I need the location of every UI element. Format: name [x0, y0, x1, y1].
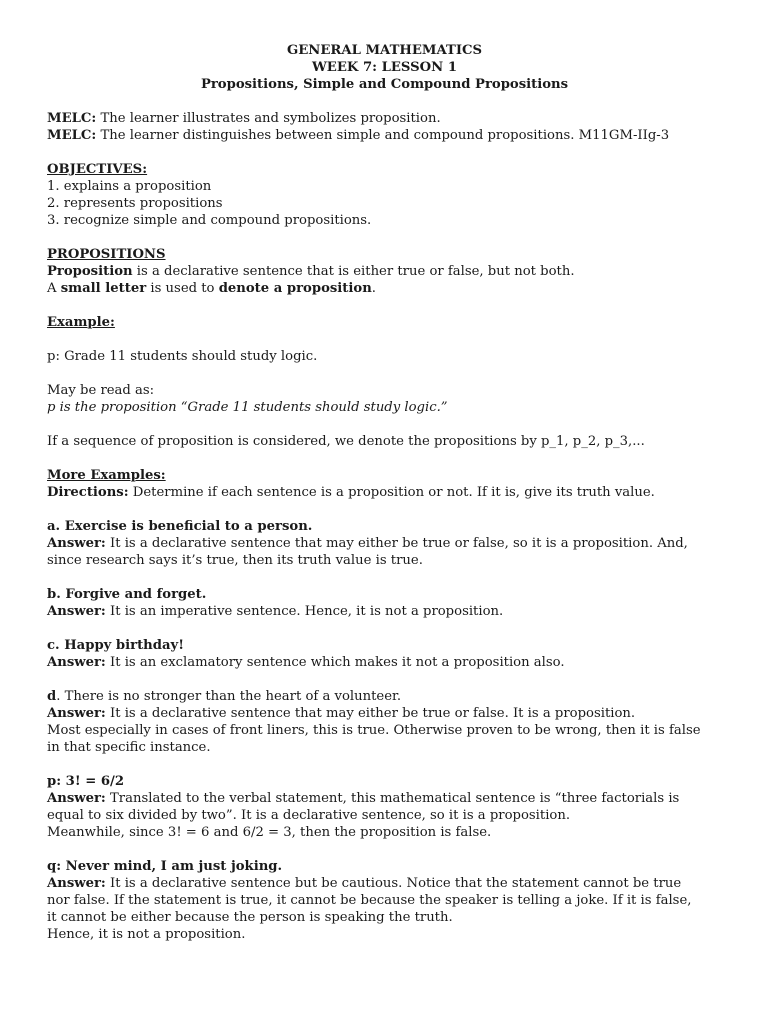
answer-p	[47, 790, 722, 807]
answer-text: It is an imperative sentence. Hence, it is not a proposition.	[105, 604, 504, 619]
answer-label: Answer:	[47, 791, 106, 806]
answer-q-cont: it cannot be either because the person is speaking the truth.	[47, 910, 453, 925]
answer-label: Answer:	[47, 536, 106, 551]
question-c	[47, 637, 722, 654]
directions	[47, 484, 722, 501]
answer-label: Answer:	[47, 604, 106, 619]
propositions-heading: PROPOSITIONS	[47, 247, 166, 262]
question-text: . There is no stronger than the heart of a volunteer.	[56, 689, 402, 704]
objective-item: 3. recognize simple and compound propositions.	[47, 213, 372, 228]
doc-subtitle: Propositions, Simple and Compound Propositions	[200, 77, 569, 92]
example-read-italic	[47, 399, 722, 416]
melc-text: The learner distinguishes between simple and compound propositions. M11GM-IIg-3	[96, 128, 670, 143]
answer-label: Answer:	[47, 655, 106, 670]
notation-bold: small letter	[60, 281, 147, 296]
answer-label: Answer:	[47, 876, 106, 891]
answer-label: Answer:	[47, 706, 106, 721]
answer-b	[47, 603, 722, 620]
example-heading: Example:	[47, 315, 115, 330]
italic-text: p is the proposition “Grade 11 students should study logic.”	[47, 400, 448, 415]
answer-text: It is a declarative sentence that may either be true or false, so it is a proposition. And,	[105, 536, 688, 551]
question-p	[47, 773, 722, 790]
question-d	[47, 688, 722, 705]
objectives-heading: OBJECTIVES:	[47, 162, 148, 177]
answer-q-cont: Hence, it is not a proposition.	[47, 927, 246, 942]
melc-1	[47, 110, 722, 127]
notation-bold: denote a proposition	[218, 281, 372, 296]
answer-text: It is a declarative sentence that may either be true or false. It is a proposition.	[105, 706, 636, 721]
question-a	[47, 518, 722, 535]
answer-a-cont: since research says it’s true, then its truth value is true.	[47, 553, 423, 568]
answer-d	[47, 705, 722, 722]
objective-item: 1. explains a proposition	[47, 179, 212, 194]
notation-line	[47, 280, 722, 297]
notation-text: .	[371, 281, 376, 296]
question-letter: d	[47, 689, 57, 704]
melc-label: MELC:	[47, 128, 97, 143]
objective-item: 2. represents propositions	[47, 196, 223, 211]
answer-p-cont: Meanwhile, since 3! = 6 and 6/2 = 3, then the proposition is false.	[47, 825, 492, 840]
answer-p-cont: equal to six divided by two”. It is a declarative sentence, so it is a proposition.	[47, 808, 571, 823]
doc-title: GENERAL MATHEMATICS	[286, 43, 483, 58]
proposition-definition	[47, 263, 722, 280]
question-q	[47, 858, 722, 875]
answer-q-cont: nor false. If the statement is true, it cannot be because the speaker is telling a joke. If it is false,	[47, 893, 692, 908]
question-text: a. Exercise is beneficial to a person.	[47, 519, 313, 534]
example-sequence: If a sequence of proposition is considered, we denote the propositions by p_1, p_2, p_3,...	[47, 434, 645, 449]
answer-c	[47, 654, 722, 671]
question-b	[47, 586, 722, 603]
notation-text: A	[47, 281, 61, 296]
question-text: p: 3! = 6/2	[47, 774, 125, 789]
example-read-as: May be read as:	[47, 383, 155, 398]
question-text: q: Never mind, I am just joking.	[47, 859, 283, 874]
answer-text: It is a declarative sentence but be cautious. Notice that the statement cannot be true	[105, 876, 682, 891]
answer-text: It is an exclamatory sentence which makes it not a proposition also.	[105, 655, 565, 670]
melc-text: The learner illustrates and symbolizes proposition.	[96, 111, 441, 126]
question-text: b. Forgive and forget.	[47, 587, 207, 602]
definition-text: is a declarative sentence that is either true or false, but not both.	[132, 264, 575, 279]
answer-q	[47, 875, 722, 892]
notation-text: is used to	[146, 281, 219, 296]
doc-week: WEEK 7: LESSON 1	[312, 60, 457, 75]
example-p: p: Grade 11 students should study logic.	[47, 349, 318, 364]
definition-term: Proposition	[47, 264, 133, 279]
answer-d-cont: in that specific instance.	[47, 740, 211, 755]
question-text: c. Happy birthday!	[47, 638, 184, 653]
answer-d-cont: Most especially in cases of front liners, this is true. Otherwise proven to be wrong, then it is false	[47, 723, 701, 738]
answer-text: Translated to the verbal statement, this mathematical sentence is “three factorials is	[105, 791, 680, 806]
directions-label: Directions:	[47, 485, 129, 500]
melc-2	[47, 127, 722, 144]
melc-label: MELC:	[47, 111, 97, 126]
more-examples-heading: More Examples:	[47, 468, 166, 483]
answer-a	[47, 535, 722, 552]
directions-text: Determine if each sentence is a proposition or not. If it is, give its truth value.	[128, 485, 655, 500]
